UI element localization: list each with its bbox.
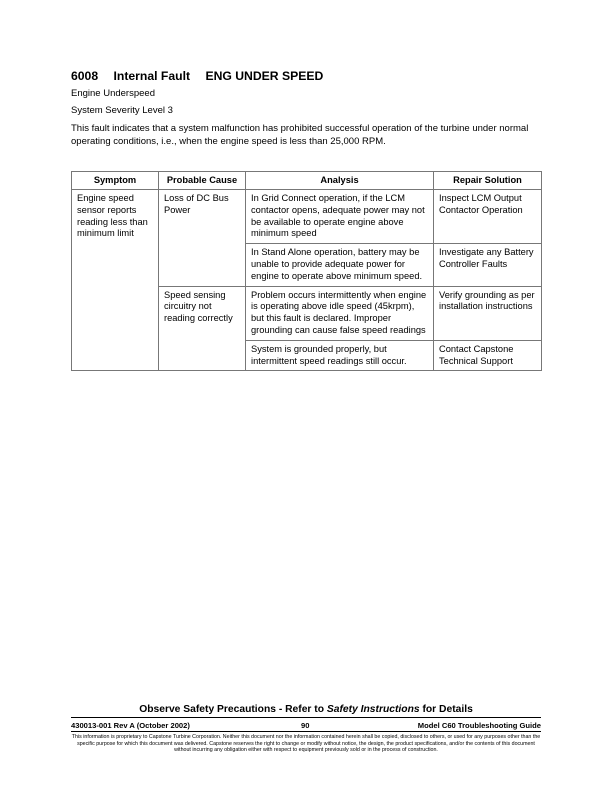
safety-instructions-reference: Safety Instructions (326, 704, 420, 715)
column-header-analysis: Analysis (246, 172, 434, 190)
cause-cell: Speed sensing circuitry not reading correctly (159, 286, 246, 371)
safety-notice-suffix: for Details (419, 704, 473, 715)
symptom-cell: Engine speed sensor reports reading less than minimum limit (72, 190, 159, 371)
safety-notice (0, 704, 612, 715)
document-number: 430013-001 Rev A (October 2002) (71, 721, 190, 730)
analysis-cell: In Stand Alone operation, battery may be unable to provide adequate power for engine to operate above minimum speed. (246, 244, 434, 286)
table-row (72, 190, 542, 244)
page-number: 90 (301, 721, 310, 730)
footer-divider (71, 717, 541, 718)
safety-notice-prefix: Observe Safety Precautions - Refer to (139, 704, 327, 715)
analysis-cell: System is grounded properly, but intermittent speed readings still occur. (246, 340, 434, 371)
cause-cell: Loss of DC Bus Power (159, 190, 246, 287)
solution-cell: Inspect LCM Output Contactor Operation (434, 190, 542, 244)
fault-subtitle: Engine Underspeed (71, 88, 155, 99)
fault-name: ENG UNDER SPEED (205, 69, 324, 83)
fault-table (71, 171, 542, 371)
footer-divider (71, 731, 541, 732)
guide-title: Model C60 Troubleshooting Guide (417, 721, 541, 730)
analysis-cell: In Grid Connect operation, if the LCM contactor opens, adequate power may not be available to operate engine above minimum speed (246, 190, 434, 244)
analysis-cell: Problem occurs intermittently when engine is operating above idle speed (45krpm), but this fault is declared. Improper grounding can cause false speed readings (246, 286, 434, 340)
legal-notice: This information is proprietary to Capstone Turbine Corporation. Neither this document nor the information contained herein shall be copied, disclosed to others, or used for any purposes other than the specific purpose for which this document was delivered. Capstone reserves the right to change or modify without notice, the design, the product specifications, and/or the contents of this document without incurring any obligation either with respect to equipment previously sold or in the process of construction. (71, 734, 541, 754)
solution-cell: Contact Capstone Technical Support (434, 340, 542, 371)
fault-category: Internal Fault (113, 69, 191, 83)
fault-code: 6008 (71, 69, 99, 83)
column-header-symptom: Symptom (72, 172, 159, 190)
solution-cell: Investigate any Battery Controller Faults (434, 244, 542, 286)
fault-heading (71, 69, 335, 83)
column-header-probable-cause: Probable Cause (159, 172, 246, 190)
solution-cell: Verify grounding as per installation instructions (434, 286, 542, 340)
column-header-repair-solution: Repair Solution (434, 172, 542, 190)
fault-description: This fault indicates that a system malfunction has prohibited successful operation of the turbine under normal operating conditions, i.e., when the engine speed is less than 25,000 RPM. (71, 123, 529, 147)
severity-level: System Severity Level 3 (71, 105, 173, 116)
table-header-row (72, 172, 542, 190)
